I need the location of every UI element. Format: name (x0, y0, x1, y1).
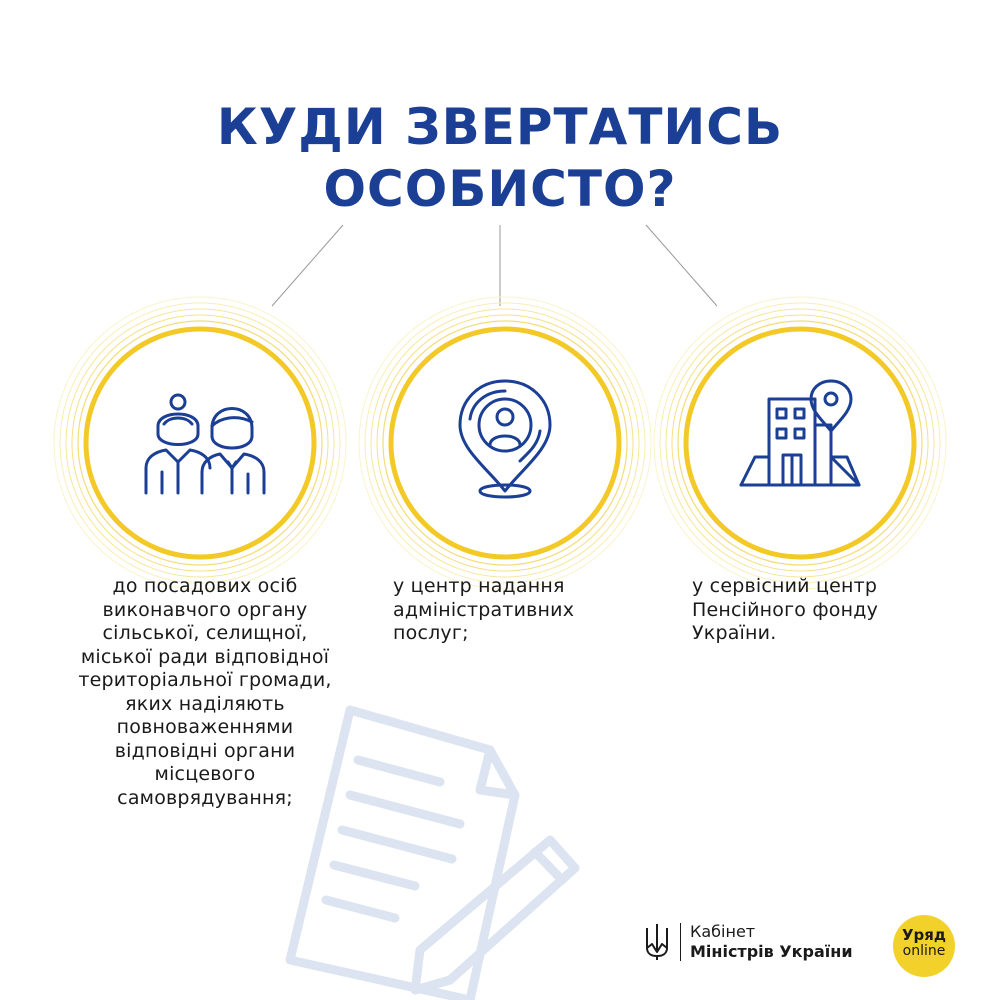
badge-line-1: Уряд (901, 926, 947, 944)
cabinet-name (690, 922, 853, 962)
officials-icon (140, 388, 270, 498)
cabinet-logo (644, 920, 853, 964)
caption-line: у сервісний центр (692, 575, 878, 597)
circle-officials (50, 293, 350, 593)
title-line-2: ОСОБИСТО? (323, 160, 677, 218)
caption-line: місцевого (154, 763, 256, 785)
caption-line: відповідні органи (114, 739, 296, 762)
title-line-1: КУДИ ЗВЕРТАТИСЬ (216, 98, 784, 156)
logo-divider (680, 923, 681, 961)
caption-line: міської ради відповідної (80, 645, 330, 668)
uryad-online-badge (893, 915, 955, 977)
cabinet-line-2: Міністрів України (690, 942, 853, 961)
caption-line: послуг; (393, 622, 469, 644)
caption-line: Пенсійного фонду (692, 598, 879, 621)
caption-line: до посадових осіб (112, 575, 298, 597)
caption-line: у центр надання (393, 575, 565, 597)
page-title (0, 96, 1000, 220)
caption-line: яких наділяють (125, 692, 285, 715)
caption-line: самоврядування; (117, 786, 293, 809)
badge-line-2: online (902, 943, 946, 959)
location-pin-person-icon (450, 373, 560, 503)
caption-line: адміністративних (393, 598, 575, 621)
caption-line: виконавчого органу (102, 598, 308, 621)
caption-line: повноваженнями (116, 716, 294, 738)
trident-icon (644, 922, 670, 962)
circle-admin-center (355, 293, 655, 593)
caption-pension-center (692, 575, 952, 646)
building-location-icon (735, 375, 865, 495)
caption-line: територіальної громади, (78, 669, 332, 691)
caption-line: України. (692, 622, 777, 644)
cabinet-line-1: Кабінет (690, 922, 756, 941)
caption-admin-center (393, 575, 653, 646)
caption-officials (60, 575, 350, 810)
caption-line: сільської, селищної, (102, 622, 308, 644)
circle-pension-center (650, 293, 950, 593)
